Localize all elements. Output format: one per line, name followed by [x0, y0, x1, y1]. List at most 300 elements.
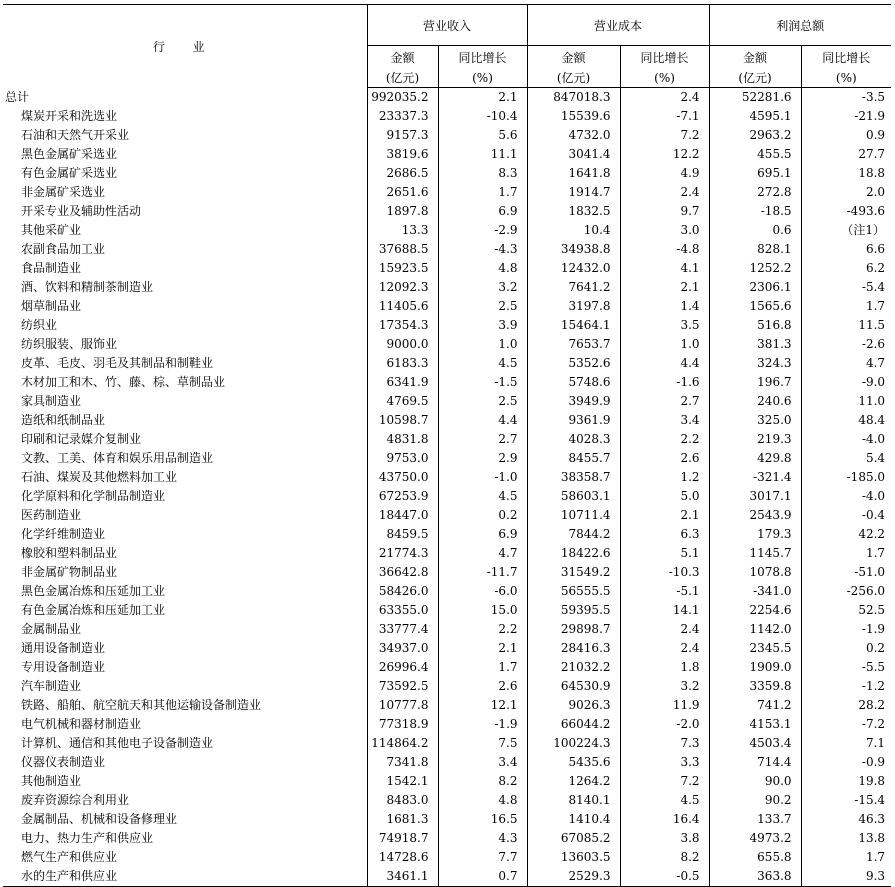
profit-growth-cell: -51.0 [801, 563, 891, 582]
revenue-amount-cell: 12092.3 [367, 278, 438, 297]
cost-amount-cell: 2529.3 [527, 867, 620, 887]
cost-growth-cell: -7.1 [620, 107, 709, 126]
revenue-amount-cell: 37688.5 [367, 240, 438, 259]
profit-amount-cell: 455.5 [709, 145, 801, 164]
profit-amount-cell: 219.3 [709, 430, 801, 449]
table-row [3, 164, 891, 183]
revenue-amount-cell: 4769.5 [367, 392, 438, 411]
profit-amount-cell: 1142.0 [709, 620, 801, 639]
cost-growth-cell: 3.4 [620, 411, 709, 430]
revenue-growth-cell: -10.4 [438, 107, 527, 126]
profit-amount-cell: 3017.1 [709, 487, 801, 506]
revenue-growth-cell: -1.0 [438, 468, 527, 487]
revenue-growth-cell: 11.1 [438, 145, 527, 164]
cost-growth-cell: 3.5 [620, 316, 709, 335]
cost-growth-cell: 9.7 [620, 202, 709, 221]
cost-amount-cell: 13603.5 [527, 848, 620, 867]
revenue-amount-cell: 8459.5 [367, 525, 438, 544]
profit-amount-cell: 1252.2 [709, 259, 801, 278]
profit-growth-cell: -493.6 [801, 202, 891, 221]
cost-amount-cell: 28416.3 [527, 639, 620, 658]
table-body [3, 88, 891, 887]
revenue-amount-cell: 10777.8 [367, 696, 438, 715]
industry-name-cell: 金属制品业 [21, 622, 82, 636]
revenue-amount-cell: 15923.5 [367, 259, 438, 278]
profit-growth-cell: -0.9 [801, 753, 891, 772]
industry-name-cell: 汽车制造业 [21, 679, 82, 693]
revenue-growth-cell: 12.1 [438, 696, 527, 715]
revenue-growth-header: 同比增长 [438, 46, 527, 69]
revenue-amount-cell: 3461.1 [367, 867, 438, 887]
profit-growth-cell: 0.9 [801, 126, 891, 145]
cost-growth-cell: 12.2 [620, 145, 709, 164]
revenue-growth-cell: 15.0 [438, 601, 527, 620]
industry-name-cell: 总计 [5, 89, 30, 104]
revenue-amount-cell: 33777.4 [367, 620, 438, 639]
revenue-amount-cell: 34937.0 [367, 639, 438, 658]
revenue-amount-cell: 114864.2 [367, 734, 438, 753]
table-row [3, 601, 891, 620]
industry-name-cell: 石油和天然气开采业 [21, 128, 130, 142]
profit-amount-unit: (亿元) [709, 68, 801, 88]
profit-growth-cell: 28.2 [801, 696, 891, 715]
revenue-growth-cell: 4.5 [438, 354, 527, 373]
profit-amount-cell: 2254.6 [709, 601, 801, 620]
table-row [3, 715, 891, 734]
profit-amount-cell: 2963.2 [709, 126, 801, 145]
cost-amount-cell: 1641.8 [527, 164, 620, 183]
cost-amount-cell: 38358.7 [527, 468, 620, 487]
cost-amount-cell: 5435.6 [527, 753, 620, 772]
cost-amount-unit: (亿元) [527, 68, 620, 88]
table-row [3, 620, 891, 639]
revenue-amount-cell: 43750.0 [367, 468, 438, 487]
revenue-growth-cell: 1.7 [438, 183, 527, 202]
table-row [3, 734, 891, 753]
cost-amount-cell: 3197.8 [527, 297, 620, 316]
industry-name-cell: 废弃资源综合利用业 [21, 793, 130, 807]
revenue-amount-cell: 36642.8 [367, 563, 438, 582]
profit-amount-cell: 90.2 [709, 791, 801, 810]
revenue-growth-cell: 0.2 [438, 506, 527, 525]
revenue-amount-cell: 6341.9 [367, 373, 438, 392]
profit-amount-cell: 4503.4 [709, 734, 801, 753]
cost-amount-cell: 7653.7 [527, 335, 620, 354]
cost-growth-cell: 2.4 [620, 183, 709, 202]
industry-name-cell: 食品制造业 [21, 261, 82, 275]
industry-name-cell: 通用设备制造业 [21, 641, 106, 655]
industry-name-cell: 金属制品、机械和设备修理业 [21, 812, 178, 826]
cost-growth-cell: 3.8 [620, 829, 709, 848]
table-row [3, 582, 891, 601]
revenue-growth-cell: 5.6 [438, 126, 527, 145]
industry-column-header [3, 5, 367, 88]
table-row [3, 297, 891, 316]
profit-growth-cell: -9.0 [801, 373, 891, 392]
revenue-amount-cell: 992035.2 [367, 88, 438, 108]
revenue-growth-cell: -4.3 [438, 240, 527, 259]
table-row [3, 221, 891, 240]
profit-growth-cell: -7.2 [801, 715, 891, 734]
cost-growth-cell: 1.2 [620, 468, 709, 487]
revenue-amount-cell: 67253.9 [367, 487, 438, 506]
profit-amount-cell: 2306.1 [709, 278, 801, 297]
profit-growth-cell: 11.0 [801, 392, 891, 411]
industry-name-cell: 石油、煤炭及其他燃料加工业 [21, 470, 178, 484]
table-row [3, 392, 891, 411]
industry-name-cell: 医药制造业 [21, 508, 82, 522]
profit-amount-cell: -18.5 [709, 202, 801, 221]
revenue-amount-cell: 1542.1 [367, 772, 438, 791]
table-row [3, 449, 891, 468]
industry-header-label: 行 业 [152, 39, 217, 54]
cost-growth-cell: 1.0 [620, 335, 709, 354]
revenue-growth-cell: 8.2 [438, 772, 527, 791]
profit-growth-cell: 27.7 [801, 145, 891, 164]
industry-name-cell: 其他制造业 [21, 774, 82, 788]
profit-group-header: 利润总额 [709, 5, 891, 46]
cost-amount-cell: 67085.2 [527, 829, 620, 848]
cost-growth-cell: 16.4 [620, 810, 709, 829]
revenue-amount-cell: 11405.6 [367, 297, 438, 316]
industry-name-cell: 家具制造业 [21, 394, 82, 408]
revenue-amount-cell: 26996.4 [367, 658, 438, 677]
table-row [3, 829, 891, 848]
profit-growth-cell: 1.7 [801, 848, 891, 867]
industry-name-cell: 有色金属冶炼和压延加工业 [21, 603, 166, 617]
cost-growth-cell: 7.2 [620, 126, 709, 145]
revenue-amount-cell: 6183.3 [367, 354, 438, 373]
table-row [3, 145, 891, 164]
table-row [3, 259, 891, 278]
industry-name-cell: 专用设备制造业 [21, 660, 106, 674]
revenue-growth-cell: 2.1 [438, 88, 527, 108]
cost-growth-cell: 3.2 [620, 677, 709, 696]
profit-amount-cell: 4153.1 [709, 715, 801, 734]
profit-growth-cell: -4.0 [801, 430, 891, 449]
cost-amount-cell: 7844.2 [527, 525, 620, 544]
cost-amount-cell: 31549.2 [527, 563, 620, 582]
table-row [3, 563, 891, 582]
industry-name-cell: 化学原料和化学制品制造业 [21, 489, 166, 503]
table-row [3, 430, 891, 449]
cost-amount-cell: 10.4 [527, 221, 620, 240]
table-row [3, 848, 891, 867]
profit-amount-cell: 828.1 [709, 240, 801, 259]
profit-amount-cell: 1565.6 [709, 297, 801, 316]
revenue-amount-cell: 7341.8 [367, 753, 438, 772]
revenue-growth-cell: 1.0 [438, 335, 527, 354]
revenue-growth-cell: -1.9 [438, 715, 527, 734]
profit-amount-cell: 363.8 [709, 867, 801, 887]
profit-growth-cell: -3.5 [801, 88, 891, 108]
profit-growth-cell: -256.0 [801, 582, 891, 601]
cost-amount-cell: 3949.9 [527, 392, 620, 411]
profit-amount-cell: 272.8 [709, 183, 801, 202]
cost-growth-cell: 3.3 [620, 753, 709, 772]
revenue-amount-cell: 10598.7 [367, 411, 438, 430]
revenue-amount-cell: 1681.3 [367, 810, 438, 829]
industry-name-cell: 文教、工美、体育和娱乐用品制造业 [21, 451, 214, 465]
industry-name-cell: 其他采矿业 [21, 223, 82, 237]
profit-growth-cell: 19.8 [801, 772, 891, 791]
cost-amount-cell: 15539.6 [527, 107, 620, 126]
revenue-growth-cell: 4.7 [438, 544, 527, 563]
revenue-growth-cell: 4.4 [438, 411, 527, 430]
cost-growth-cell: 1.8 [620, 658, 709, 677]
revenue-amount-cell: 18447.0 [367, 506, 438, 525]
revenue-amount-cell: 74918.7 [367, 829, 438, 848]
table-row [3, 487, 891, 506]
cost-amount-cell: 5748.6 [527, 373, 620, 392]
profit-growth-cell: 42.2 [801, 525, 891, 544]
revenue-amount-cell: 14728.6 [367, 848, 438, 867]
profit-growth-cell: （注1） [801, 221, 891, 240]
cost-amount-cell: 847018.3 [527, 88, 620, 108]
profit-amount-cell: 2543.9 [709, 506, 801, 525]
table-row [3, 677, 891, 696]
revenue-growth-cell: 2.1 [438, 639, 527, 658]
revenue-growth-cell: 4.8 [438, 791, 527, 810]
industry-name-cell: 黑色金属冶炼和压延加工业 [21, 584, 166, 598]
industry-name-cell: 农副食品加工业 [21, 242, 106, 256]
table-row [3, 373, 891, 392]
table-row [3, 316, 891, 335]
industry-name-cell: 印刷和记录媒介复制业 [21, 432, 142, 446]
cost-growth-cell: -5.1 [620, 582, 709, 601]
cost-amount-cell: 5352.6 [527, 354, 620, 373]
cost-growth-cell: 4.9 [620, 164, 709, 183]
profit-amount-cell: 133.7 [709, 810, 801, 829]
profit-amount-cell: 179.3 [709, 525, 801, 544]
revenue-growth-cell: 4.5 [438, 487, 527, 506]
profit-amount-cell: -321.4 [709, 468, 801, 487]
revenue-amount-unit: (亿元) [367, 68, 438, 88]
revenue-growth-cell: 2.5 [438, 297, 527, 316]
revenue-growth-cell: 2.9 [438, 449, 527, 468]
table-row [3, 88, 891, 108]
cost-amount-cell: 64530.9 [527, 677, 620, 696]
revenue-growth-cell: 0.7 [438, 867, 527, 887]
revenue-growth-cell: -2.9 [438, 221, 527, 240]
cost-growth-cell: 2.4 [620, 639, 709, 658]
cost-growth-unit: (%) [620, 68, 709, 88]
cost-growth-cell: 7.3 [620, 734, 709, 753]
cost-amount-cell: 1832.5 [527, 202, 620, 221]
revenue-growth-cell: 3.2 [438, 278, 527, 297]
profit-amount-header: 金额 [709, 46, 801, 69]
industry-name-cell: 非金属矿采选业 [21, 185, 106, 199]
profit-growth-unit: (%) [801, 68, 891, 88]
industry-name-cell: 仪器仪表制造业 [21, 755, 106, 769]
revenue-growth-cell: 3.4 [438, 753, 527, 772]
profit-amount-cell: 741.2 [709, 696, 801, 715]
industry-name-cell: 电力、热力生产和供应业 [21, 831, 154, 845]
profit-growth-cell: 2.0 [801, 183, 891, 202]
cost-amount-cell: 12432.0 [527, 259, 620, 278]
cost-growth-cell: 5.1 [620, 544, 709, 563]
revenue-amount-cell: 17354.3 [367, 316, 438, 335]
profit-growth-cell: -0.4 [801, 506, 891, 525]
revenue-amount-cell: 58426.0 [367, 582, 438, 601]
revenue-growth-cell: 1.7 [438, 658, 527, 677]
industry-name-cell: 非金属矿物制品业 [21, 565, 118, 579]
revenue-growth-cell: 7.7 [438, 848, 527, 867]
cost-growth-cell: 7.2 [620, 772, 709, 791]
profit-amount-cell: 196.7 [709, 373, 801, 392]
profit-growth-cell: 11.5 [801, 316, 891, 335]
industry-name-cell: 化学纤维制造业 [21, 527, 106, 541]
table-row [3, 696, 891, 715]
table-row [3, 107, 891, 126]
profit-growth-cell: -2.6 [801, 335, 891, 354]
cost-amount-cell: 10711.4 [527, 506, 620, 525]
profit-amount-cell: 4973.2 [709, 829, 801, 848]
profit-growth-cell: -21.9 [801, 107, 891, 126]
profit-amount-cell: 1909.0 [709, 658, 801, 677]
table-row [3, 468, 891, 487]
industry-name-cell: 木材加工和木、竹、藤、棕、草制品业 [21, 375, 226, 389]
profit-amount-cell: 52281.6 [709, 88, 801, 108]
revenue-growth-cell: 4.3 [438, 829, 527, 848]
cost-amount-cell: 4028.3 [527, 430, 620, 449]
industry-name-cell: 造纸和纸制品业 [21, 413, 106, 427]
cost-growth-cell: 14.1 [620, 601, 709, 620]
table-row [3, 772, 891, 791]
industry-name-cell: 纺织业 [21, 318, 58, 332]
profit-growth-cell: -5.4 [801, 278, 891, 297]
cost-amount-cell: 59395.5 [527, 601, 620, 620]
table-row [3, 506, 891, 525]
industry-name-cell: 燃气生产和供应业 [21, 850, 118, 864]
cost-amount-cell: 1410.4 [527, 810, 620, 829]
profit-amount-cell: 381.3 [709, 335, 801, 354]
table-row [3, 335, 891, 354]
profit-amount-cell: 324.3 [709, 354, 801, 373]
profit-amount-cell: 429.8 [709, 449, 801, 468]
profit-growth-cell: 13.8 [801, 829, 891, 848]
cost-amount-cell: 18422.6 [527, 544, 620, 563]
table-row [3, 278, 891, 297]
industry-name-cell: 皮革、毛皮、羽毛及其制品和制鞋业 [21, 356, 214, 370]
cost-amount-cell: 8455.7 [527, 449, 620, 468]
profit-growth-cell: 52.5 [801, 601, 891, 620]
profit-growth-cell: 5.4 [801, 449, 891, 468]
profit-amount-cell: 1078.8 [709, 563, 801, 582]
profit-amount-cell: 695.1 [709, 164, 801, 183]
revenue-growth-cell: 2.6 [438, 677, 527, 696]
profit-growth-cell: 1.7 [801, 297, 891, 316]
cost-group-header: 营业成本 [527, 5, 709, 46]
cost-growth-cell: 11.9 [620, 696, 709, 715]
profit-growth-cell: 4.7 [801, 354, 891, 373]
industry-statistics-table [3, 4, 891, 887]
table-row [3, 544, 891, 563]
industry-name-cell: 计算机、通信和其他电子设备制造业 [21, 736, 214, 750]
cost-growth-cell: 1.4 [620, 297, 709, 316]
industry-name-cell: 烟草制品业 [21, 299, 82, 313]
cost-growth-cell: 6.3 [620, 525, 709, 544]
industry-name-cell: 纺织服装、服饰业 [21, 337, 118, 351]
cost-amount-cell: 9361.9 [527, 411, 620, 430]
table-row [3, 354, 891, 373]
cost-growth-cell: 8.2 [620, 848, 709, 867]
cost-amount-cell: 100224.3 [527, 734, 620, 753]
revenue-growth-cell: 6.9 [438, 202, 527, 221]
table-row [3, 791, 891, 810]
revenue-growth-cell: 2.2 [438, 620, 527, 639]
revenue-growth-cell: 6.9 [438, 525, 527, 544]
revenue-amount-cell: 4831.8 [367, 430, 438, 449]
profit-amount-cell: 1145.7 [709, 544, 801, 563]
cost-amount-cell: 56555.5 [527, 582, 620, 601]
cost-amount-cell: 66044.2 [527, 715, 620, 734]
profit-amount-cell: 516.8 [709, 316, 801, 335]
revenue-growth-cell: 8.3 [438, 164, 527, 183]
profit-amount-cell: 240.6 [709, 392, 801, 411]
cost-growth-cell: -1.6 [620, 373, 709, 392]
industry-name-cell: 开采专业及辅助性活动 [21, 204, 142, 218]
cost-growth-cell: -10.3 [620, 563, 709, 582]
cost-growth-cell: 4.4 [620, 354, 709, 373]
industry-name-cell: 黑色金属矿采选业 [21, 147, 118, 161]
revenue-amount-cell: 3819.6 [367, 145, 438, 164]
profit-growth-cell: 48.4 [801, 411, 891, 430]
revenue-growth-cell: -6.0 [438, 582, 527, 601]
profit-amount-cell: 655.8 [709, 848, 801, 867]
cost-growth-cell: -4.8 [620, 240, 709, 259]
cost-amount-cell: 21032.2 [527, 658, 620, 677]
revenue-amount-cell: 73592.5 [367, 677, 438, 696]
profit-amount-cell: 714.4 [709, 753, 801, 772]
table-row [3, 639, 891, 658]
profit-amount-cell: 2345.5 [709, 639, 801, 658]
profit-amount-cell: -341.0 [709, 582, 801, 601]
table-row [3, 867, 891, 887]
profit-amount-cell: 90.0 [709, 772, 801, 791]
revenue-growth-cell: 3.9 [438, 316, 527, 335]
industry-name-cell: 铁路、船舶、航空航天和其他运输设备制造业 [21, 698, 262, 712]
revenue-amount-cell: 1897.8 [367, 202, 438, 221]
profit-growth-cell: 1.7 [801, 544, 891, 563]
revenue-growth-cell: 16.5 [438, 810, 527, 829]
profit-growth-cell: 46.3 [801, 810, 891, 829]
table-row [3, 183, 891, 202]
profit-growth-cell: 7.1 [801, 734, 891, 753]
cost-growth-cell: 4.5 [620, 791, 709, 810]
table-row [3, 525, 891, 544]
profit-amount-cell: 325.0 [709, 411, 801, 430]
cost-amount-cell: 7641.2 [527, 278, 620, 297]
revenue-growth-cell: 2.5 [438, 392, 527, 411]
cost-amount-cell: 15464.1 [527, 316, 620, 335]
revenue-amount-cell: 9753.0 [367, 449, 438, 468]
table-row [3, 411, 891, 430]
industry-name-cell: 水的生产和供应业 [3, 867, 367, 887]
table-row [3, 810, 891, 829]
profit-growth-cell: 6.2 [801, 259, 891, 278]
profit-growth-cell: -4.0 [801, 487, 891, 506]
cost-growth-cell: 2.2 [620, 430, 709, 449]
table-row [3, 202, 891, 221]
profit-amount-cell: 0.6 [709, 221, 801, 240]
profit-amount-cell: 3359.8 [709, 677, 801, 696]
table-row [3, 126, 891, 145]
revenue-growth-cell: 2.7 [438, 430, 527, 449]
cost-growth-cell: -2.0 [620, 715, 709, 734]
revenue-amount-header: 金额 [390, 50, 415, 65]
cost-amount-cell: 1914.7 [527, 183, 620, 202]
